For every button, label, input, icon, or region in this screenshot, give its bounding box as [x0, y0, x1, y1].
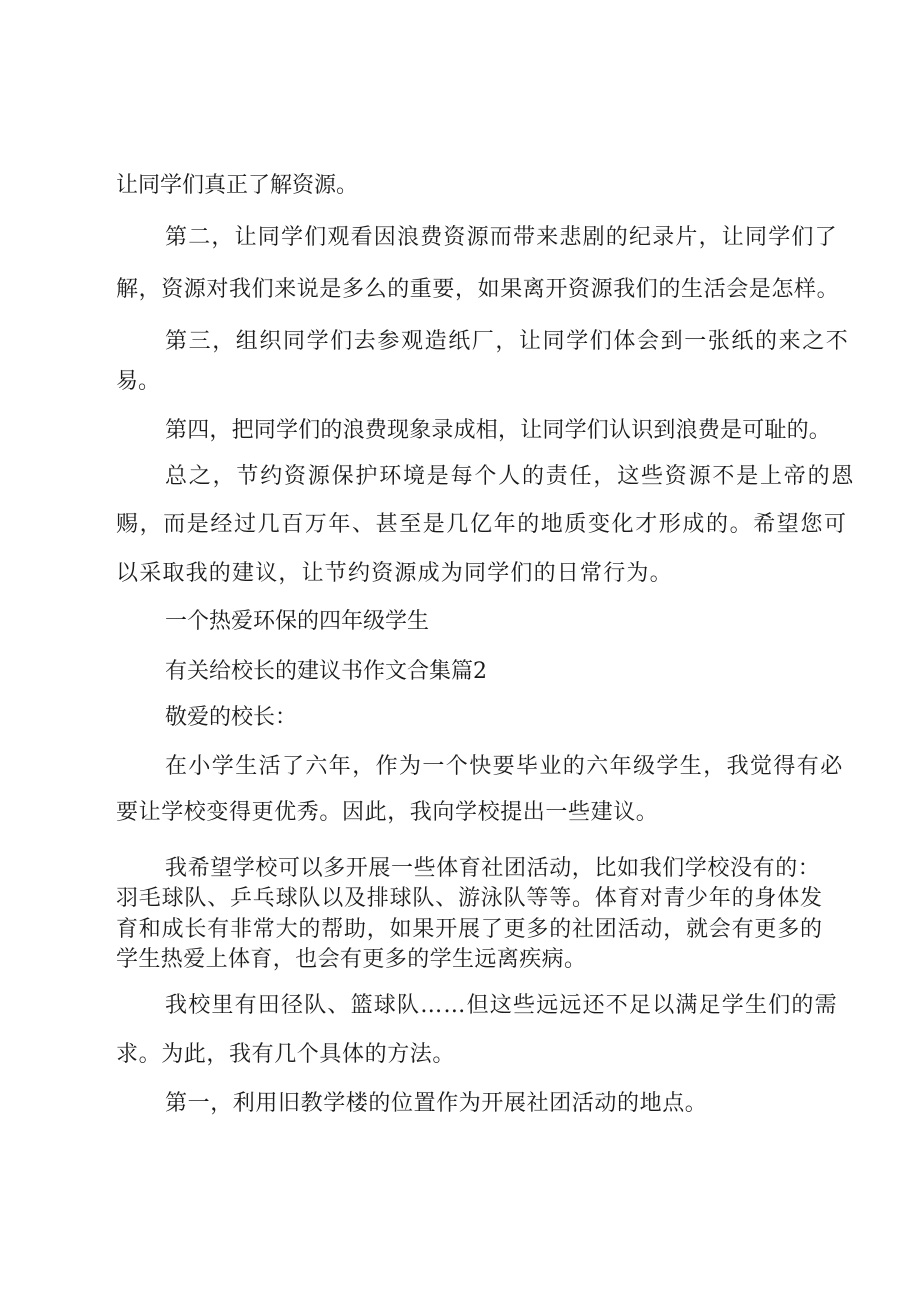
salutation: 敬爱的校长：: [165, 705, 298, 730]
text-line: 我希望学校可以多开展一些体育社团活动，比如我们学校没有的：: [165, 856, 821, 881]
text-line: 第二，让同学们观看因浪费资源而带来悲剧的纪录片，让同学们了: [165, 225, 838, 250]
text-line: 解，资源对我们来说是多么的重要，如果离开资源我们的生活会是怎样。: [116, 277, 840, 302]
text-line: 赐，而是经过几百万年、甚至是几亿年的地质变化才形成的。希望您可: [116, 512, 848, 537]
text-line: 第三，组织同学们去参观造纸厂，让同学们体会到一张纸的来之不: [165, 329, 850, 354]
text-line: 第一，利用旧教学楼的位置作为开展社团活动的地点。: [165, 1091, 708, 1116]
text-line: 求。为此，我有几个具体的方法。: [116, 1042, 456, 1067]
signature-line: 一个热爱环保的四年级学生: [165, 609, 430, 634]
text-line: 羽毛球队、乒乓球队以及排球队、游泳队等等。体育对青少年的身体发: [116, 886, 823, 911]
text-line: 第四，把同学们的浪费现象录成相，让同学们认识到浪费是可耻的。: [165, 418, 832, 443]
text-line: 育和成长有非常大的帮助，如果开展了更多的社团活动，就会有更多的: [116, 917, 823, 942]
text-line: 我校里有田径队、篮球队……但这些远远还不足以满足学生们的需: [165, 993, 838, 1018]
text-line: 要让学校变得更优秀。因此，我向学校提出一些建议。: [116, 800, 659, 825]
section-heading: 有关给校长的建议书作文合集篇2: [165, 659, 487, 684]
text-line: 总之，节约资源保护环境是每个人的责任，这些资源不是上帝的恩: [165, 464, 856, 489]
text-line: 在小学生活了六年，作为一个快要毕业的六年级学生，我觉得有必: [165, 754, 844, 779]
text-line: 以采取我的建议，让节约资源成为同学们的日常行为。: [116, 561, 673, 586]
text-line: 易。: [116, 369, 161, 394]
text-line: 让同学们真正了解资源。: [116, 173, 359, 198]
text-line: 学生热爱上体育，也会有更多的学生远离疾病。: [116, 947, 587, 972]
